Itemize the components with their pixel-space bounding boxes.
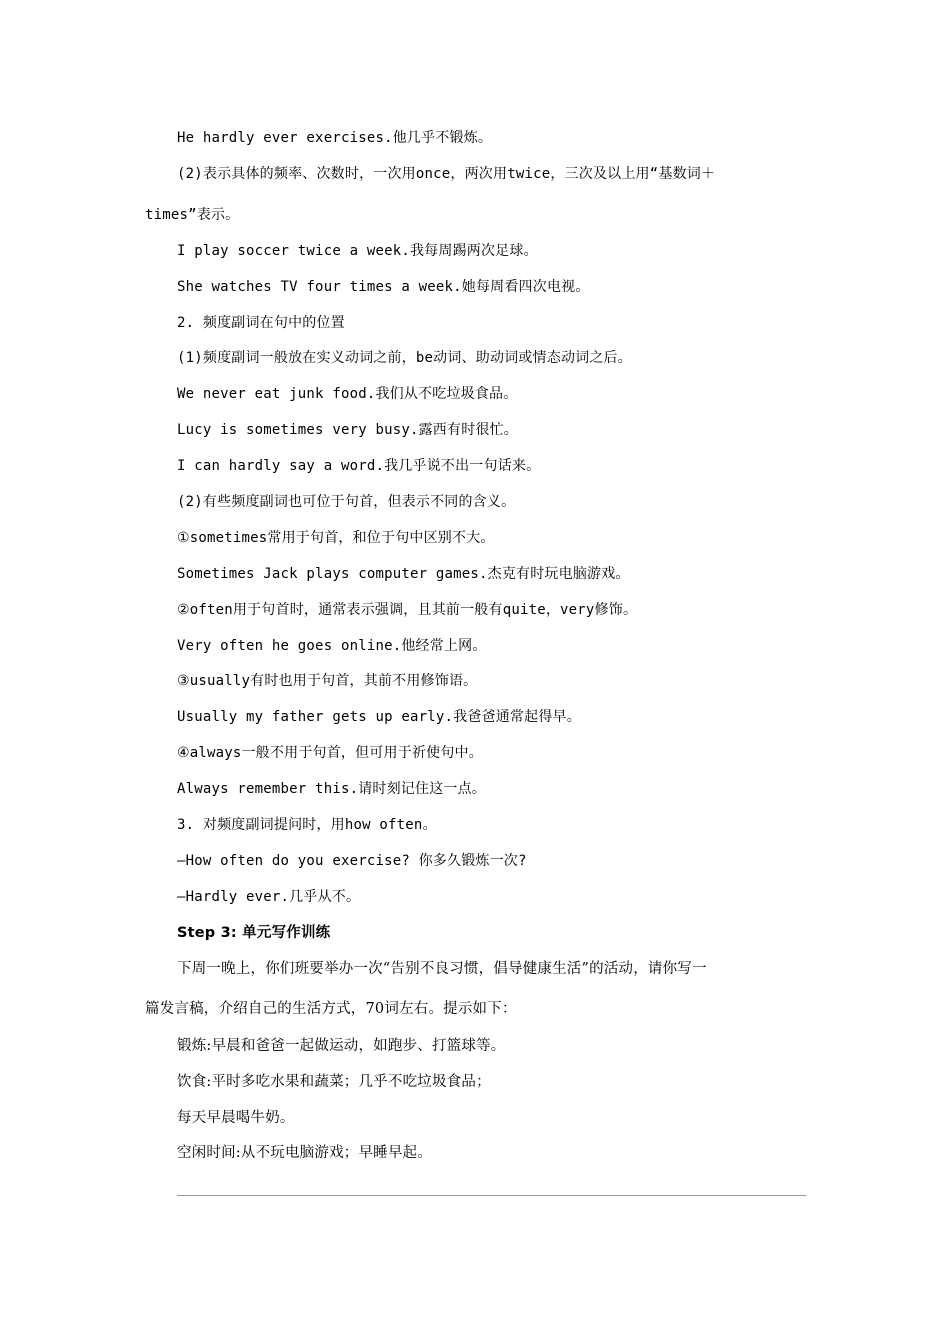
- text-line: ④always一般不用于句首，但可用于祈使句中。: [177, 745, 483, 761]
- text-line: ③usually有时也用于句首，其前不用修饰语。: [177, 673, 478, 689]
- text-line: (1)频度副词一般放在实义动词之前，be动词、助动词或情态动词之后。: [177, 350, 632, 366]
- text-line: times”表示。: [145, 207, 240, 223]
- text-line: I play soccer twice a week.我每周踢两次足球。: [177, 243, 538, 259]
- section-heading: 3. 对频度副词提问时，用how often。: [177, 817, 437, 833]
- text-line: (2)有些频度副词也可位于句首，但表示不同的含义。: [177, 494, 516, 510]
- text-line: —Hardly ever.几乎从不。: [177, 889, 361, 905]
- text-line: ②often用于句首时，通常表示强调，且其前一般有quite，very修饰。: [177, 602, 638, 618]
- text-line: 篇发言稿，介绍自己的生活方式，70词左右。提示如下：: [145, 1001, 517, 1017]
- text-line: Usually my father gets up early.我爸爸通常起得早。: [177, 709, 581, 725]
- text-line: 空闲时间:从不玩电脑游戏；早睡早起。: [177, 1145, 432, 1161]
- section-heading: 2. 频度副词在句中的位置: [177, 315, 345, 331]
- text-line: Very often he goes online.他经常上网。: [177, 638, 487, 654]
- text-line: We never eat junk food.我们从不吃垃圾食品。: [177, 386, 518, 402]
- text-line: Sometimes Jack plays computer games.杰克有时玩电脑游戏。: [177, 566, 630, 582]
- writing-line: [177, 1195, 806, 1196]
- text-line: He hardly ever exercises.他几乎不锻炼。: [177, 130, 493, 146]
- text-line: ①sometimes常用于句首，和位于句中区别不大。: [177, 530, 495, 546]
- text-line: 下周一晚上，你们班要举办一次“告别不良习惯，倡导健康生活”的活动，请你写一: [177, 961, 707, 977]
- text-line: (2)表示具体的频率、次数时，一次用once，两次用twice，三次及以上用“基数词＋: [177, 166, 716, 182]
- text-line: 饮食:平时多吃水果和蔬菜；几乎不吃垃圾食品；: [177, 1074, 491, 1090]
- text-line: 每天早晨喝牛奶。: [177, 1110, 295, 1126]
- text-line: She watches TV four times a week.她每周看四次电视。: [177, 279, 590, 295]
- step-heading: Step 3: 单元写作训练: [177, 925, 331, 941]
- text-line: 锻炼:早晨和爸爸一起做运动，如跑步、打篮球等。: [177, 1038, 506, 1054]
- text-line: Always remember this.请时刻记住这一点。: [177, 781, 487, 797]
- text-line: I can hardly say a word.我几乎说不出一句话来。: [177, 458, 541, 474]
- text-line: Lucy is sometimes very busy.露西有时很忙。: [177, 422, 519, 438]
- text-line: —How often do you exercise? 你多久锻炼一次?: [177, 853, 527, 869]
